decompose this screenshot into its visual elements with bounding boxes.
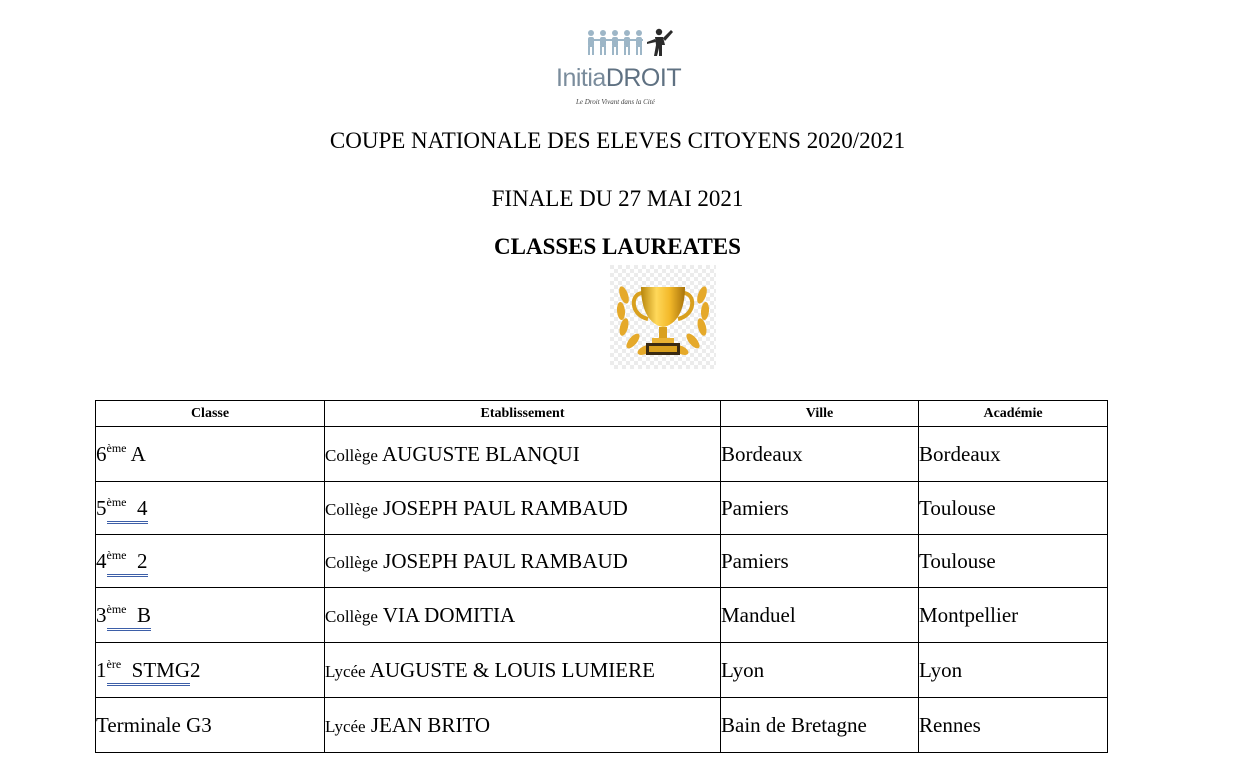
people-chain-icon bbox=[585, 28, 685, 60]
cell-classe: Terminale G3 bbox=[96, 698, 325, 753]
section-title: CLASSES LAUREATES bbox=[494, 234, 741, 259]
cell-etablissement: Collège VIA DOMITIA bbox=[325, 588, 721, 643]
cell-academie: Rennes bbox=[919, 698, 1108, 753]
table-header-row bbox=[96, 401, 1108, 427]
page-subtitle: FINALE DU 27 MAI 2021 bbox=[491, 186, 744, 211]
cell-academie: Lyon bbox=[919, 643, 1108, 698]
cell-classe: 1ère STMG2 bbox=[96, 643, 325, 698]
initiadroit-logo bbox=[550, 28, 695, 110]
cell-etablissement: Collège JOSEPH PAUL RAMBAUD bbox=[325, 482, 721, 535]
laureates-table bbox=[95, 400, 1108, 753]
table-row bbox=[96, 588, 1108, 643]
cell-ville: Pamiers bbox=[721, 535, 919, 588]
cell-academie: Toulouse bbox=[919, 482, 1108, 535]
logo-tagline: Le Droit Vivant dans la Cité bbox=[576, 98, 655, 106]
cell-ville: Bain de Bretagne bbox=[721, 698, 919, 753]
cell-academie: Toulouse bbox=[919, 535, 1108, 588]
cell-etablissement: Lycée AUGUSTE & LOUIS LUMIERE bbox=[325, 643, 721, 698]
table-row bbox=[96, 643, 1108, 698]
cell-ville: Lyon bbox=[721, 643, 919, 698]
cell-etablissement: Collège AUGUSTE BLANQUI bbox=[325, 427, 721, 482]
cell-academie: Bordeaux bbox=[919, 427, 1108, 482]
cell-ville: Manduel bbox=[721, 588, 919, 643]
header-classe: Classe bbox=[96, 401, 325, 427]
table-row bbox=[96, 535, 1108, 588]
header-ville: Ville bbox=[721, 401, 919, 427]
trophy-icon bbox=[610, 265, 716, 369]
cell-classe: 5ème 4 bbox=[96, 482, 325, 535]
cell-classe: 6ème A bbox=[96, 427, 325, 482]
cell-academie: Montpellier bbox=[919, 588, 1108, 643]
cell-classe: 4ème 2 bbox=[96, 535, 325, 588]
table-row bbox=[96, 698, 1108, 753]
logo-wordmark: InitiaDROIT bbox=[556, 64, 682, 92]
header-academie: Académie bbox=[919, 401, 1108, 427]
cell-etablissement: Collège JOSEPH PAUL RAMBAUD bbox=[325, 535, 721, 588]
page-title: COUPE NATIONALE DES ELEVES CITOYENS 2020/2021 bbox=[329, 128, 906, 153]
cell-ville: Pamiers bbox=[721, 482, 919, 535]
table-row bbox=[96, 482, 1108, 535]
cell-ville: Bordeaux bbox=[721, 427, 919, 482]
table-row bbox=[96, 427, 1108, 482]
cell-classe: 3ème B bbox=[96, 588, 325, 643]
cell-etablissement: Lycée JEAN BRITO bbox=[325, 698, 721, 753]
header-etablissement: Etablissement bbox=[325, 401, 721, 427]
